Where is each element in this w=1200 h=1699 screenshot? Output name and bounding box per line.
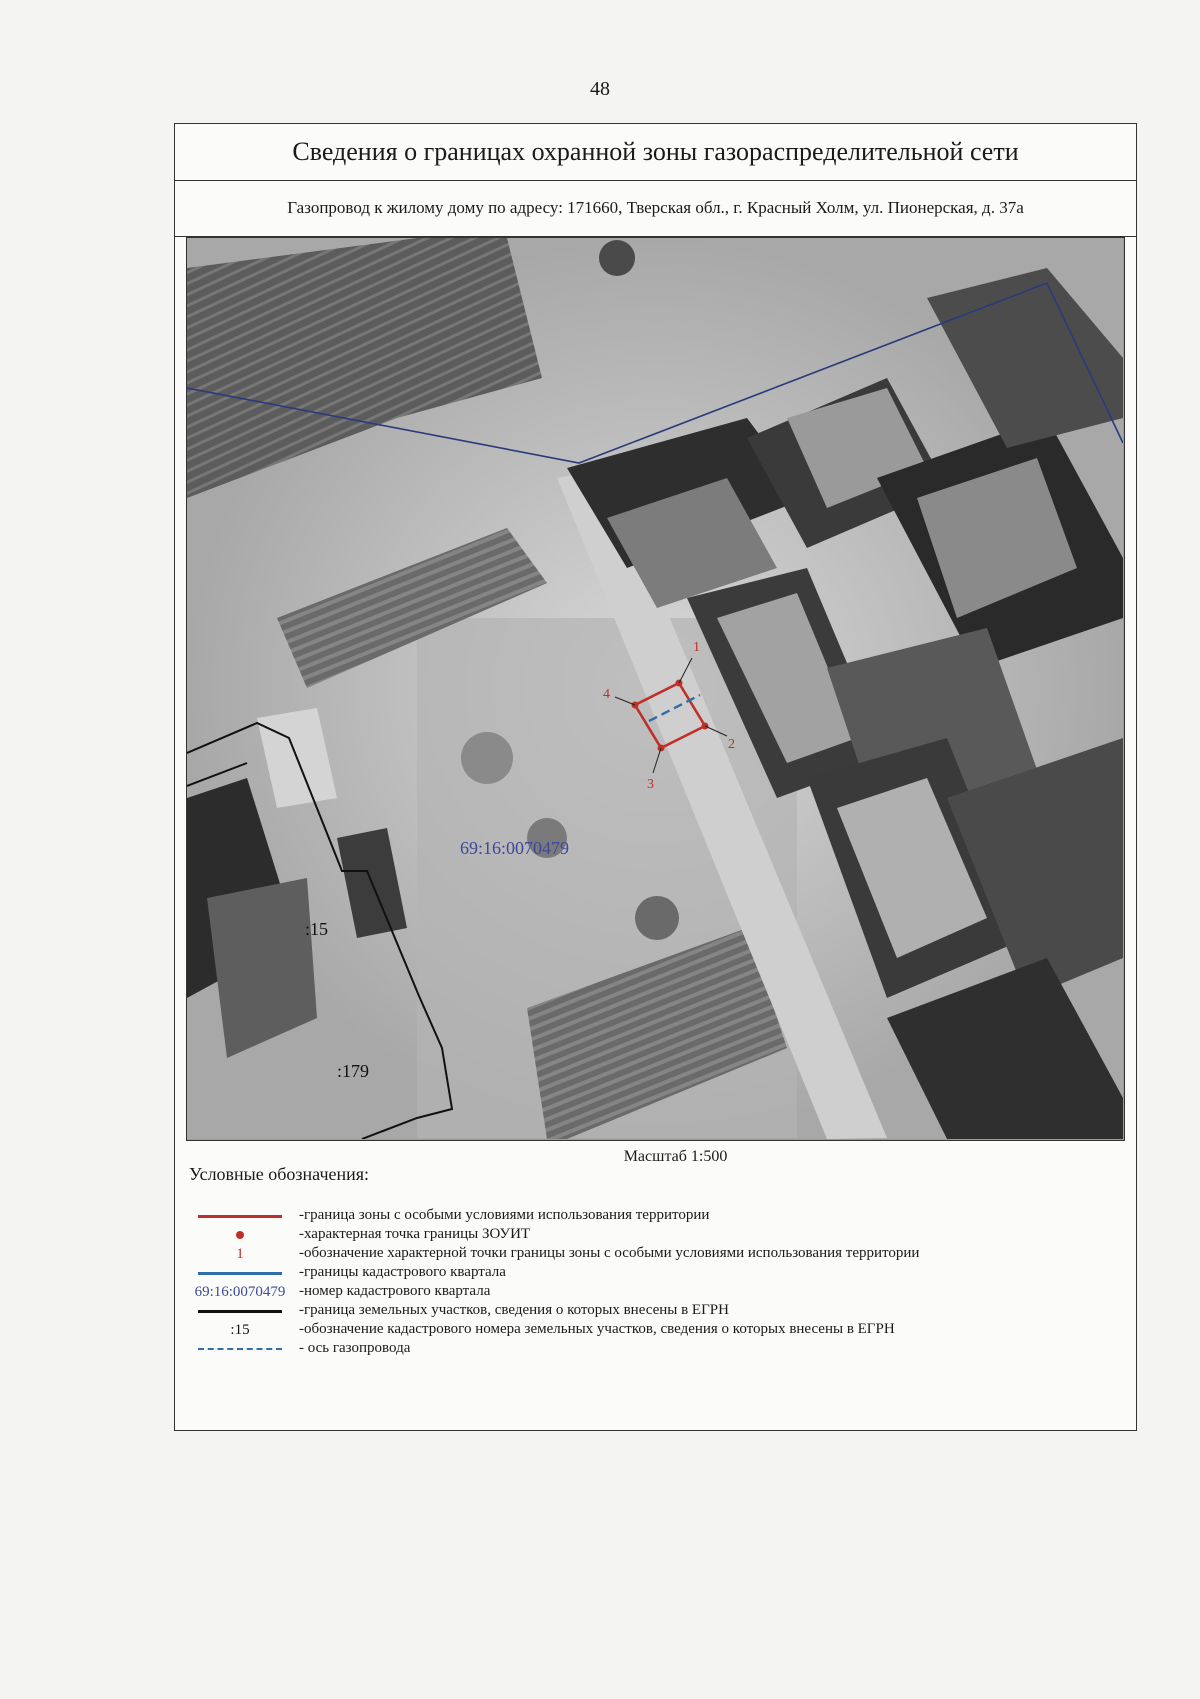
legend-item-zone-point — [175, 1225, 1136, 1245]
legend-text: -граница зоны с особыми условиями использования территории — [299, 1207, 710, 1223]
scale-label: Масштаб 1:500 — [623, 1148, 728, 1165]
red-dot-symbol — [236, 1231, 244, 1239]
legend-item-parcel-number — [175, 1320, 1136, 1340]
tree — [461, 732, 513, 784]
legend-item-zone-boundary — [175, 1206, 1136, 1226]
dashed-line-symbol — [198, 1348, 282, 1350]
tree — [635, 896, 679, 940]
legend-text: -обозначение кадастрового номера земельных участков, сведения о которых внесены в ЕГРН — [299, 1321, 895, 1337]
parcel-label-15: :15 — [305, 919, 329, 939]
quarter-number-symbol: 69:16:0070479 — [194, 1283, 286, 1300]
quarter-number-label: 69:16:0070479 — [460, 838, 570, 858]
legend-item-point-label — [175, 1244, 1136, 1264]
legend-title: Условные обозначения: — [189, 1164, 370, 1184]
parcel-label-179: :179 — [337, 1061, 370, 1081]
point-number-symbol: 1 — [236, 1245, 244, 1262]
aerial-map[interactable] — [186, 237, 1125, 1141]
map-canvas — [187, 238, 1123, 1139]
map-sheet — [174, 123, 1137, 1431]
point-label-2: 2 — [728, 737, 735, 752]
legend-text: -характерная точка границы ЗОУИТ — [299, 1226, 531, 1242]
legend-text: - ось газопровода — [299, 1340, 411, 1356]
legend-item-gas-axis — [175, 1339, 1136, 1359]
point-label-3: 3 — [647, 777, 654, 792]
parcel-number-symbol: :15 — [230, 1321, 250, 1338]
legend-text: -номер кадастрового квартала — [299, 1283, 491, 1299]
sheet-subtitle: Газопровод к жилому дому по адресу: 171660, Тверская обл., г. Красный Холм, ул. Пионерская, д. 37а — [175, 180, 1136, 237]
black-line-symbol — [198, 1310, 282, 1313]
red-line-symbol — [198, 1215, 282, 1218]
point-label-1: 1 — [693, 640, 700, 655]
tree — [599, 240, 635, 276]
legend-item-quarter-boundary — [175, 1263, 1136, 1283]
legend-text: -границы кадастрового квартала — [299, 1264, 506, 1280]
point-label-4: 4 — [603, 687, 610, 702]
legend-item-parcel-boundary — [175, 1301, 1136, 1321]
legend-text: -граница земельных участков, сведения о которых внесены в ЕГРН — [299, 1302, 729, 1318]
legend-item-quarter-number — [175, 1282, 1136, 1302]
page-number: 48 — [590, 78, 610, 100]
legend-text: -обозначение характерной точки границы зоны с особыми условиями использования территории — [299, 1245, 920, 1261]
blue-line-symbol — [198, 1272, 282, 1275]
sheet-title: Сведения о границах охранной зоны газораспределительной сети — [175, 124, 1136, 181]
